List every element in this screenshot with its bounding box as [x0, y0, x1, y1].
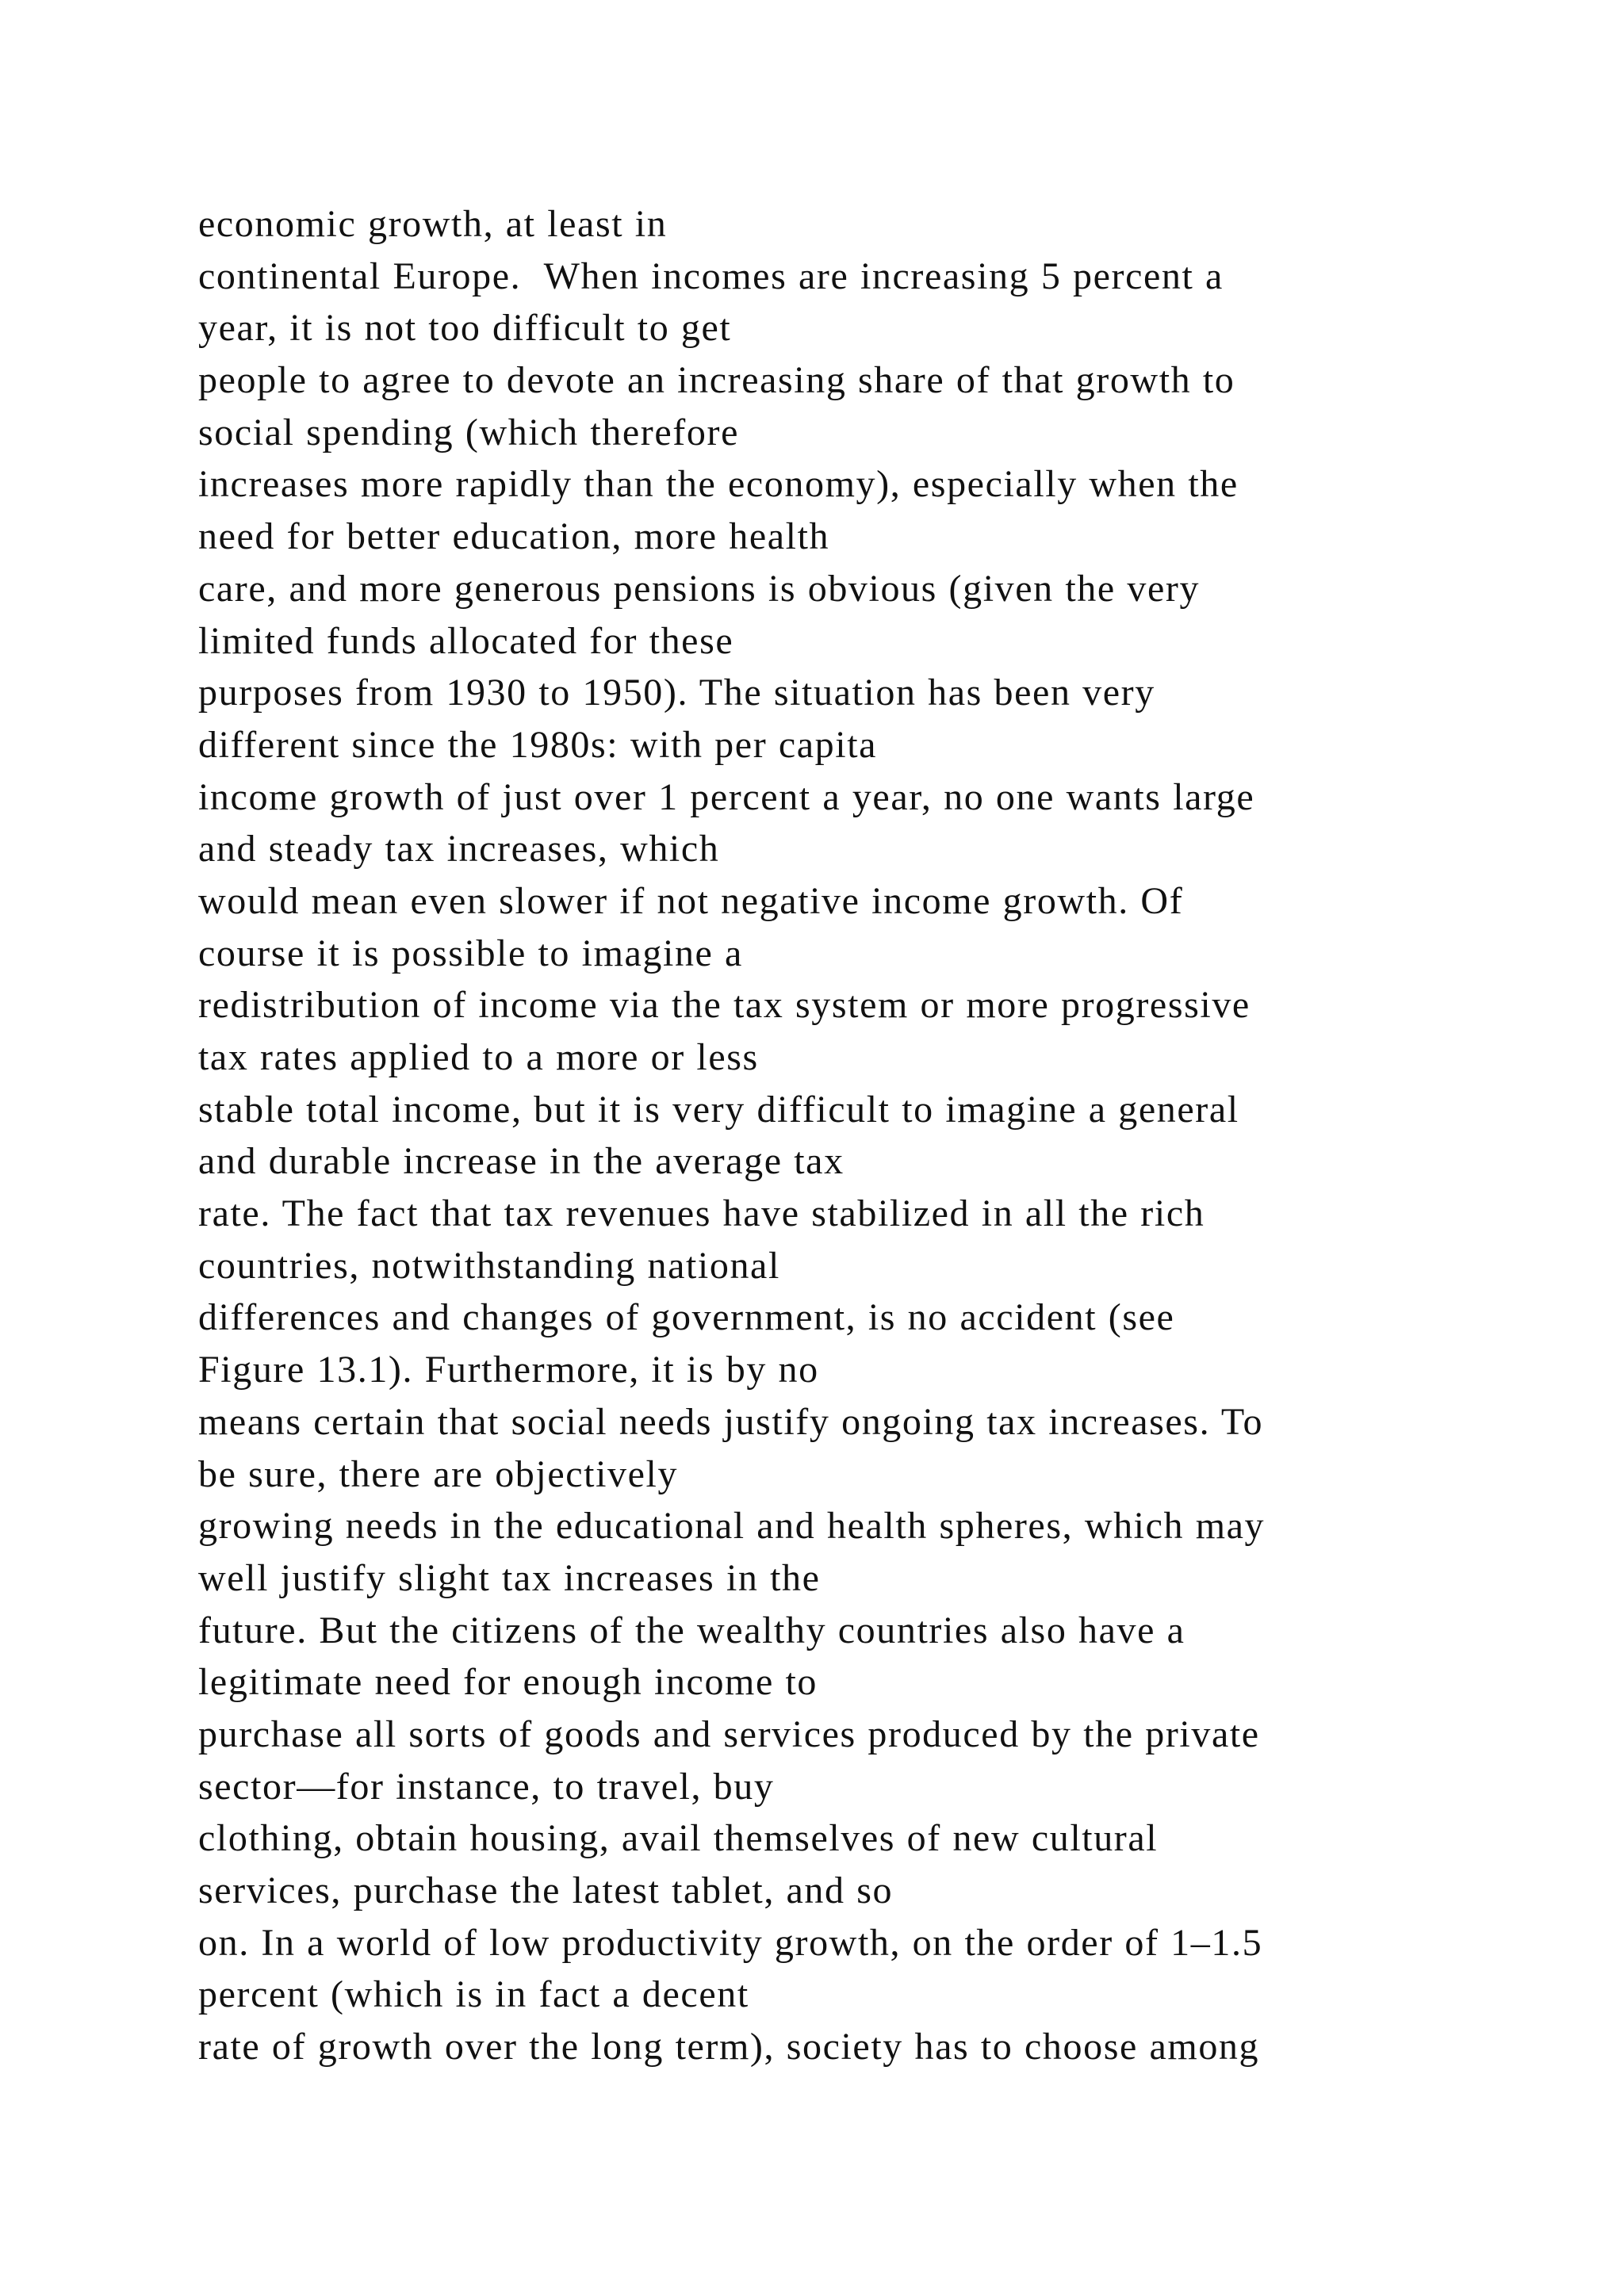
text-line: sector—for instance, to travel, buy [198, 1765, 775, 1808]
text-line: growing needs in the educational and health spheres, which may [198, 1505, 1266, 1548]
text-line: different since the 1980s: with per capita [198, 723, 878, 766]
text-line: increases more rapidly than the economy), especially when the [198, 463, 1239, 506]
text-line: services, purchase the latest tablet, and so [198, 1869, 894, 1911]
text-line: economic growth, at least in [198, 203, 668, 245]
text-line: stable total income, but it is very difficult to imagine a general [198, 1088, 1239, 1131]
text-line: continental Europe. When incomes are increasing 5 percent a [198, 254, 1224, 297]
text-line: tax rates applied to a more or less [198, 1036, 759, 1078]
text-line: and steady tax increases, which [198, 828, 720, 871]
text-line: care, and more generous pensions is obvious (given the very [198, 567, 1201, 610]
text-line: and durable increase in the average tax [198, 1140, 845, 1183]
text-line: course it is possible to imagine a [198, 932, 743, 974]
text-line: rate of growth over the long term), society has to choose among [198, 2026, 1260, 2068]
text-line: countries, notwithstanding national [198, 1244, 780, 1287]
text-line: well justify slight tax increases in the [198, 1556, 821, 1599]
text-line: rate. The fact that tax revenues have stabilized in all the rich [198, 1192, 1205, 1235]
text-line: social spending (which therefore [198, 411, 739, 453]
text-line: purchase all sorts of goods and services produced by the private [198, 1712, 1260, 1755]
text-line: Figure 13.1). Furthermore, it is by no [198, 1349, 819, 1391]
text-line: redistribution of income via the tax system or more progressive [198, 984, 1251, 1027]
text-line: need for better education, more health [198, 515, 830, 558]
text-line: income growth of just over 1 percent a year, no one wants large [198, 775, 1255, 818]
text-line: would mean even slower if not negative income growth. Of [198, 879, 1184, 922]
text-line: differences and changes of government, is no accident (see [198, 1296, 1175, 1339]
text-line: clothing, obtain housing, avail themselves of new cultural [198, 1817, 1159, 1860]
body-text [198, 198, 1435, 2073]
text-line: year, it is not too difficult to get [198, 307, 732, 350]
text-line: limited funds allocated for these [198, 619, 734, 662]
text-line: legitimate need for enough income to [198, 1661, 818, 1704]
text-line: be sure, there are objectively [198, 1452, 679, 1495]
text-line: on. In a world of low productivity growth, on the order of 1–1.5 [198, 1921, 1263, 1964]
text-line: means certain that social needs justify ongoing tax increases. To [198, 1400, 1264, 1443]
text-line: purposes from 1930 to 1950). The situation has been very [198, 672, 1155, 714]
text-line: percent (which is in fact a decent [198, 1973, 749, 2016]
text-line: people to agree to devote an increasing share of that growth to [198, 359, 1235, 402]
text-line: future. But the citizens of the wealthy countries also have a [198, 1609, 1185, 1651]
